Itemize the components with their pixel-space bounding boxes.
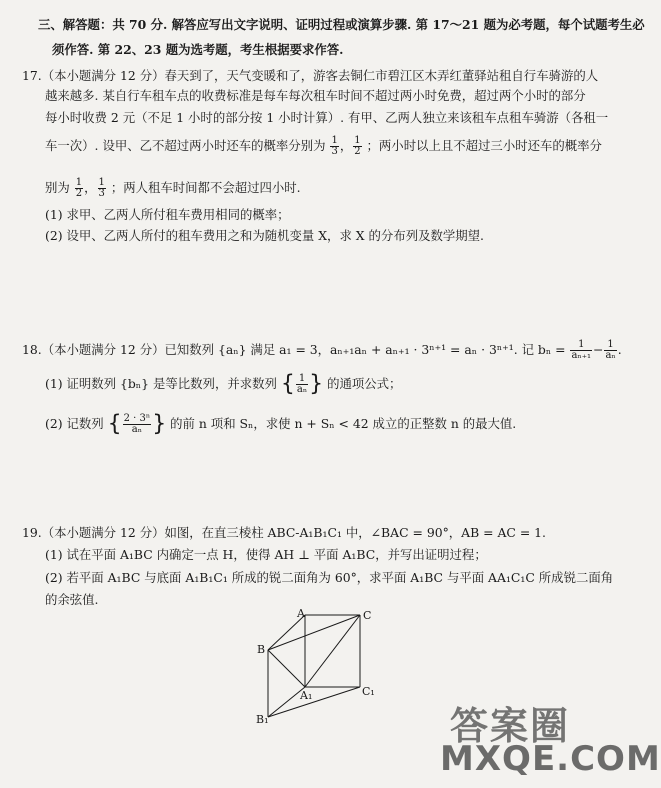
- q17-line4-text-a: 车一次）. 设甲、乙不超过两小时还车的概率分别为: [45, 138, 326, 153]
- q18-sub1: (1) 证明数列 {bₙ} 是等比数列，并求数列 { $\frac{1}{\text{aₙ}}$ } 的通项公式；: [45, 371, 402, 397]
- q17-line3: 每小时收费 2 元（不足 1 小时的部分按 1 小时计算）. 有甲、乙两人独立来该租车点租车骑游（各租一: [45, 110, 609, 125]
- edge-AB: [268, 615, 305, 650]
- label-A1: A₁: [300, 689, 313, 702]
- fraction-b-term1: $\frac{1}{\text{aₙ₊₁}}$: [571, 339, 592, 361]
- watermark-top: 答案圈: [450, 704, 571, 748]
- fraction-1-3b: $\frac{1}{3}$: [98, 177, 105, 199]
- fraction-2-3n-an: $\frac{\text{2 · 3ⁿ}}{\text{aₙ}}$: [123, 413, 151, 435]
- q19-sub2-line1: (2) 若平面 A₁BC 与底面 A₁B₁C₁ 所成的锐二面角为 60°，求平面 A₁BC 与平面 AA₁C₁C 所成锐二面角: [45, 570, 614, 585]
- fraction-1-an: $\frac{1}{\text{aₙ}}$: [296, 373, 308, 395]
- q17-line4-text-b: ；两小时以上且不超过三小时还车的概率分: [366, 138, 602, 153]
- section-header-line2: 须作答. 第 22、23 题为选考题，考生根据要求作答.: [52, 42, 344, 57]
- label-C1: C₁: [362, 685, 375, 698]
- watermark: [440, 695, 661, 781]
- q17-line1: 17.（本小题满分 12 分）春天到了，天气变暖和了，游客去铜仁市碧江区木弄红董驿站租自行车骑游的人: [22, 68, 599, 83]
- q17-line2: 越来越多. 某自行车租车点的收费标准是每车每次租车时间不超过两小时免费，超过两个小时的部分: [45, 88, 586, 103]
- q19-line1: 19.（本小题满分 12 分）如图，在直三棱柱 ABC-A₁B₁C₁ 中，∠BAC = 90°，AB = AC = 1.: [22, 525, 546, 540]
- q17-line5: 别为 $\frac{1}{2}$ ， $\frac{1}{3}$ ；两人租车时间都不会超过四小时.: [45, 177, 301, 199]
- fraction-b-term2: $\frac{1}{\text{aₙ}}$: [605, 339, 616, 361]
- q18-line1: 18.（本小题满分 12 分）已知数列 {aₙ} 满足 a₁ = 3，aₙ₊₁aₙ + aₙ₊₁ · 3ⁿ⁺¹ = aₙ · 3ⁿ⁺¹. 记 bₙ = $\frac{1}{\text{aₙ₊₁}}$ − $\frac{1}{\text{aₙ}}$ .: [22, 339, 622, 361]
- label-A: A: [297, 607, 305, 620]
- q19-sub1: (1) 试在平面 A₁BC 内确定一点 H，使得 AH ⊥ 平面 A₁BC，并写出证明过程；: [45, 547, 487, 562]
- fraction-1-2b: $\frac{1}{2}$: [75, 177, 83, 199]
- label-C: C: [363, 609, 372, 622]
- fraction-1-3: $\frac{1}{3}$: [331, 135, 338, 157]
- q18-sub2: (2) 记数列 { $\frac{\text{2 · 3ⁿ}}{\text{aₙ}}$ } 的前 n 项和 Sₙ，求使 n + Sₙ < 42 成立的正整数 n 的最大值.: [45, 411, 517, 437]
- q19-sub2-line2: 的余弦值.: [45, 592, 99, 607]
- label-B: B: [257, 643, 266, 656]
- edge-BA1: [268, 650, 305, 687]
- q17-line4: 车一次）. 设甲、乙不超过两小时还车的概率分别为 $\frac{1}{3}$ ， $\frac{1}{2}$ ；两小时以上且不超过三小时还车的概率分: [45, 135, 602, 157]
- q17-sub1: (1) 求甲、乙两人所付租车费用相同的概率；: [45, 207, 290, 222]
- edge-B1C1: [268, 687, 360, 717]
- q17-sub2: (2) 设甲、乙两人所付的租车费用之和为随机变量 X，求 X 的分布列及数学期望.: [45, 228, 484, 243]
- label-B1: B₁: [256, 713, 269, 726]
- section-header-line1: 三、解答题：共 70 分. 解答应写出文字说明、证明过程或演算步骤. 第 17～21 题为必考题，每个试题考生必: [38, 17, 645, 32]
- fraction-1-2: $\frac{1}{2}$: [354, 135, 361, 157]
- watermark-bottom: MXQE.COM: [440, 739, 661, 779]
- prism-figure: [250, 605, 390, 730]
